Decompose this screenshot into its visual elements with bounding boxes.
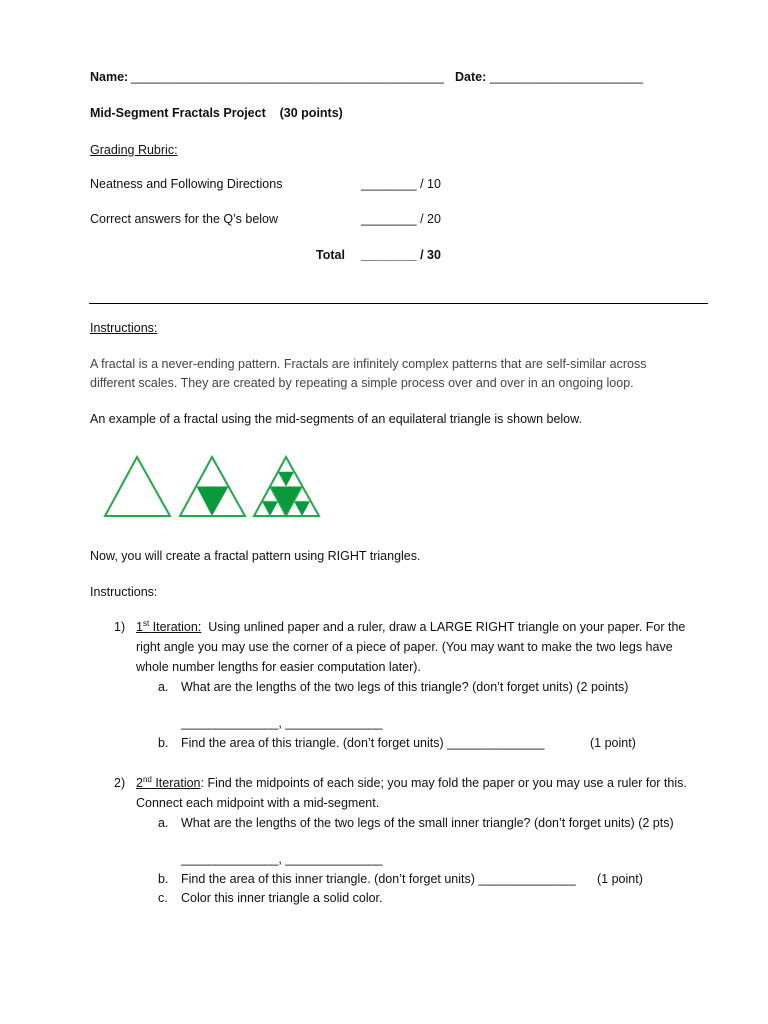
date-label: Date: — [455, 70, 487, 84]
filled-triangle — [262, 501, 278, 516]
question-text: Connect each midpoint with a mid-segment. — [136, 796, 380, 810]
filled-triangle — [270, 487, 302, 517]
rubric-heading: Grading Rubric: — [90, 143, 178, 157]
filled-triangle — [278, 472, 294, 487]
rubric-row-label: Neatness and Following Directions — [90, 177, 283, 191]
sub-letter: b. — [158, 736, 169, 750]
date-field[interactable]: ______________________ — [490, 70, 643, 84]
instructions-heading: Instructions: — [90, 321, 158, 335]
sub-question: What are the lengths of the two legs of the small inner triangle? (don’t forget units) (2 pts) — [181, 816, 674, 830]
question-text: : Find the midpoints of each side; you may fold the paper or you may use a ruler for this. — [200, 776, 687, 790]
name-field[interactable]: _____________________________________________ — [131, 70, 444, 84]
question-number: 1) — [114, 620, 126, 634]
filled-triangle — [197, 487, 229, 517]
sub-question: Color this inner triangle a solid color. — [181, 891, 383, 905]
rubric-total-score[interactable]: ________ / 30 — [361, 248, 441, 262]
question-text: right angle you may use the corner of a piece of paper. (You may want to make the two legs have — [136, 640, 673, 654]
triangle-outline — [105, 457, 170, 516]
sub-letter: c. — [158, 891, 168, 905]
question-number: 2) — [114, 776, 126, 790]
points-label: (1 point) — [597, 872, 643, 886]
question-text: whole number lengths for easier computation later). — [136, 660, 421, 674]
question-1-line — [136, 620, 685, 634]
sub-question[interactable]: Find the area of this inner triangle. (don’t forget units) ______________ — [181, 872, 576, 886]
intro-line: A fractal is a never-ending pattern. Fractals are infinitely complex patterns that are self-similar across — [90, 357, 647, 371]
section-divider — [89, 303, 708, 304]
sub-letter: a. — [158, 816, 169, 830]
question-2-line — [136, 776, 687, 790]
rubric-row-label: Correct answers for the Q’s below — [90, 212, 279, 226]
intro-line: different scales. They are created by repeating a simple process over and over in an ongoing loop. — [90, 376, 634, 390]
question-text: Using unlined paper and a ruler, draw a LARGE RIGHT triangle on your paper. For the — [208, 620, 686, 634]
filled-triangle — [294, 501, 310, 516]
rubric-total-label: Total — [316, 248, 345, 262]
sierpinski-figure — [100, 452, 325, 522]
sub-question: What are the lengths of the two legs of this triangle? (don’t forget units) (2 points) — [181, 680, 629, 694]
name-label: Name: — [90, 70, 129, 84]
instructions-heading-2: Instructions: — [90, 585, 158, 599]
answer-blanks[interactable]: ______________, ______________ — [181, 716, 383, 730]
page-title: Mid-Segment Fractals Project (30 points) — [90, 106, 343, 120]
rubric-row-score[interactable]: ________ / 10 — [361, 177, 441, 191]
iteration-label: 2nd Iteration — [136, 774, 201, 790]
now-line: Now, you will create a fractal pattern using RIGHT triangles. — [90, 549, 421, 563]
points-label: (1 point) — [590, 736, 636, 750]
example-line: An example of a fractal using the mid-segments of an equilateral triangle is shown below. — [90, 412, 582, 426]
rubric-row-score[interactable]: ________ / 20 — [361, 212, 441, 226]
iteration-label: 1st Iteration: — [136, 618, 202, 634]
sub-letter: b. — [158, 872, 169, 886]
sub-letter: a. — [158, 680, 169, 694]
sub-question[interactable]: Find the area of this triangle. (don’t forget units) ______________ — [181, 736, 545, 750]
answer-blanks[interactable]: ______________, ______________ — [181, 852, 383, 866]
